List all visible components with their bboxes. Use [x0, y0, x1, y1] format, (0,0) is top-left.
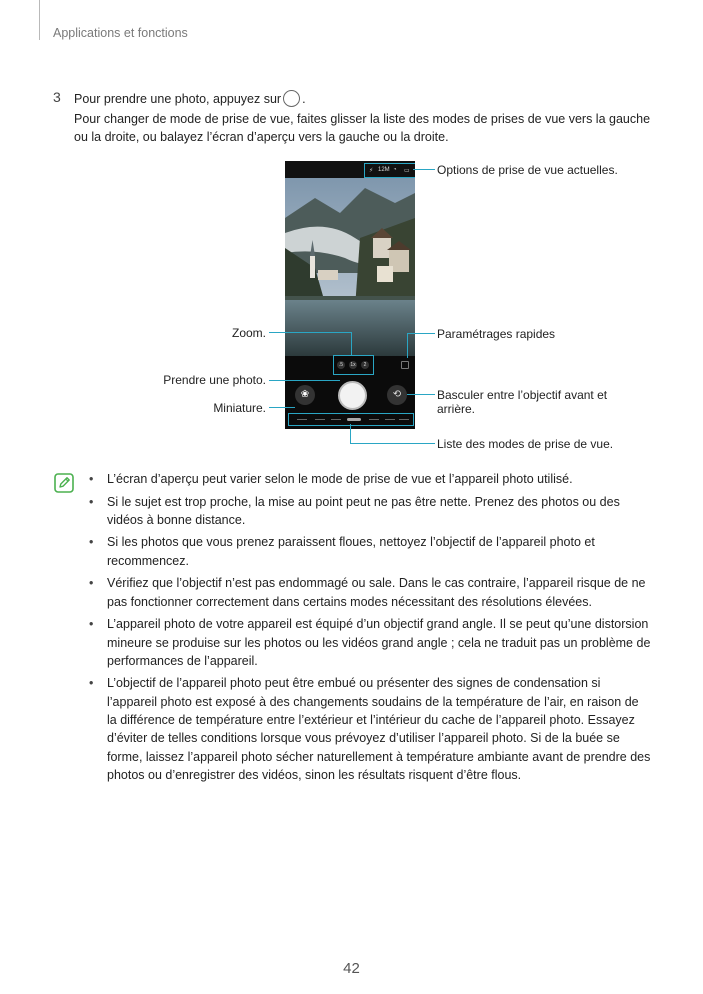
callout-line-shutter [269, 380, 340, 381]
note-item: • L’objectif de l’appareil photo peut être embué ou présenter des signes de condensation si l’appareil photo est exposé à des changements soudains de la température de l’air, en raison de la différence de température entre l’extérieur et l’intérieur du cache de l’appareil photo. Essayez d’éviter de telles conditions lorsque vous prévoyez d’utiliser l’appareil photo. Si de la buée se forme, laissez l’appareil photo sécher naturellement à température ambiante avant de prendre des photos ou d’enregistrer des vidéos, sinon les résultats risquent d’être flous. [89, 674, 651, 784]
step-description: Pour changer de mode de prise de vue, faites glisser la liste des modes de prises de vue vers la gauche ou la droite, ou balayez l’écran d’aperçu vers la gauche ou la droite. [74, 112, 651, 144]
mode-item [297, 419, 307, 420]
callout-zoom: Zoom. [231, 326, 266, 340]
note-item: • L’appareil photo de votre appareil est équipé d’un objectif grand angle. Il se peut qu’une distorsion mineure se produise sur les photos ou les vidéos grand angle ; cela ne traduit pas un problème de performances de l’appareil. [89, 615, 651, 670]
callout-thumbnail: Miniature. [213, 401, 266, 415]
timer-icon: ◔ [393, 167, 397, 173]
thumbnail-preview [295, 385, 315, 405]
note-item: • Vérifiez que l’objectif n’est pas endommagé ou sale. Dans le cas contraire, l’appareil risque de ne pas fonctionner correctement dans certains modes nécessitant des résolutions élevées. [89, 574, 651, 611]
callout-line-switch [407, 394, 435, 395]
callout-line-thumbnail [269, 407, 295, 408]
callout-switch-lens: Basculer entre l’objectif avant et arrière. [437, 388, 608, 416]
shooting-modes-list [288, 413, 414, 426]
switch-camera-button [387, 385, 407, 405]
zoom-selector [333, 355, 374, 375]
callout-line-quick-v [407, 333, 408, 358]
thumbnail-flower-icon: ❀ [300, 389, 310, 400]
note-item: • Si le sujet est trop proche, la mise au point peut ne pas être nette. Prenez des photos ou des vidéos à bonne distance. [89, 493, 651, 530]
switch-camera-icon: ⟲ [392, 389, 402, 400]
mode-item [315, 419, 325, 420]
flash-icon: ⚡ [369, 168, 374, 174]
mode-item [399, 419, 409, 420]
resolution-option: 12M [378, 167, 390, 173]
step-instruction-text: Pour prendre une photo, appuyez sur [74, 92, 282, 106]
section-title: Applications et fonctions [53, 26, 188, 40]
callout-take-photo: Prendre une photo. [163, 373, 266, 387]
zoom-ultra-wide: .5 [338, 362, 344, 368]
callout-line-quick [407, 333, 435, 334]
mode-item [331, 419, 341, 420]
callout-quick-settings: Paramétrages rapides [437, 327, 556, 341]
note-pencil-icon [54, 473, 74, 493]
zoom-tele: 2 [361, 361, 369, 369]
ratio-icon: ▭ [404, 168, 410, 174]
callout-line-zoom-v [351, 332, 352, 355]
header-divider [39, 0, 40, 40]
page-number: 42 [343, 960, 360, 977]
callout-options: Options de prise de vue actuelles. [437, 163, 618, 177]
shutter-button [338, 381, 367, 410]
callout-line-options [413, 169, 435, 170]
shutter-button-icon [283, 90, 300, 107]
step-instruction [74, 90, 306, 107]
mode-item [385, 419, 395, 420]
preview-photo [285, 178, 415, 356]
quick-settings-icon [401, 361, 409, 369]
shooting-options-box [364, 163, 415, 178]
callout-line-zoom [269, 332, 352, 333]
camera-preview-screen [285, 161, 415, 429]
callout-line-modes-v [350, 424, 351, 444]
notes-list [89, 470, 651, 789]
zoom-1x: 1x [350, 362, 356, 368]
note-item: • L’écran d’aperçu peut varier selon le mode de prise de vue et l’appareil photo utilisé. [89, 470, 651, 488]
mode-item [369, 419, 379, 420]
step-number: 3 [53, 89, 61, 105]
mode-item-active [347, 418, 361, 421]
step-instruction-end: . [302, 92, 306, 106]
callout-modes-list: Liste des modes de prise de vue. [437, 437, 614, 451]
note-item: • Si les photos que vous prenez paraissent floues, nettoyez l’objectif de l’appareil photo et recommencez. [89, 533, 651, 570]
callout-line-modes [350, 443, 435, 444]
